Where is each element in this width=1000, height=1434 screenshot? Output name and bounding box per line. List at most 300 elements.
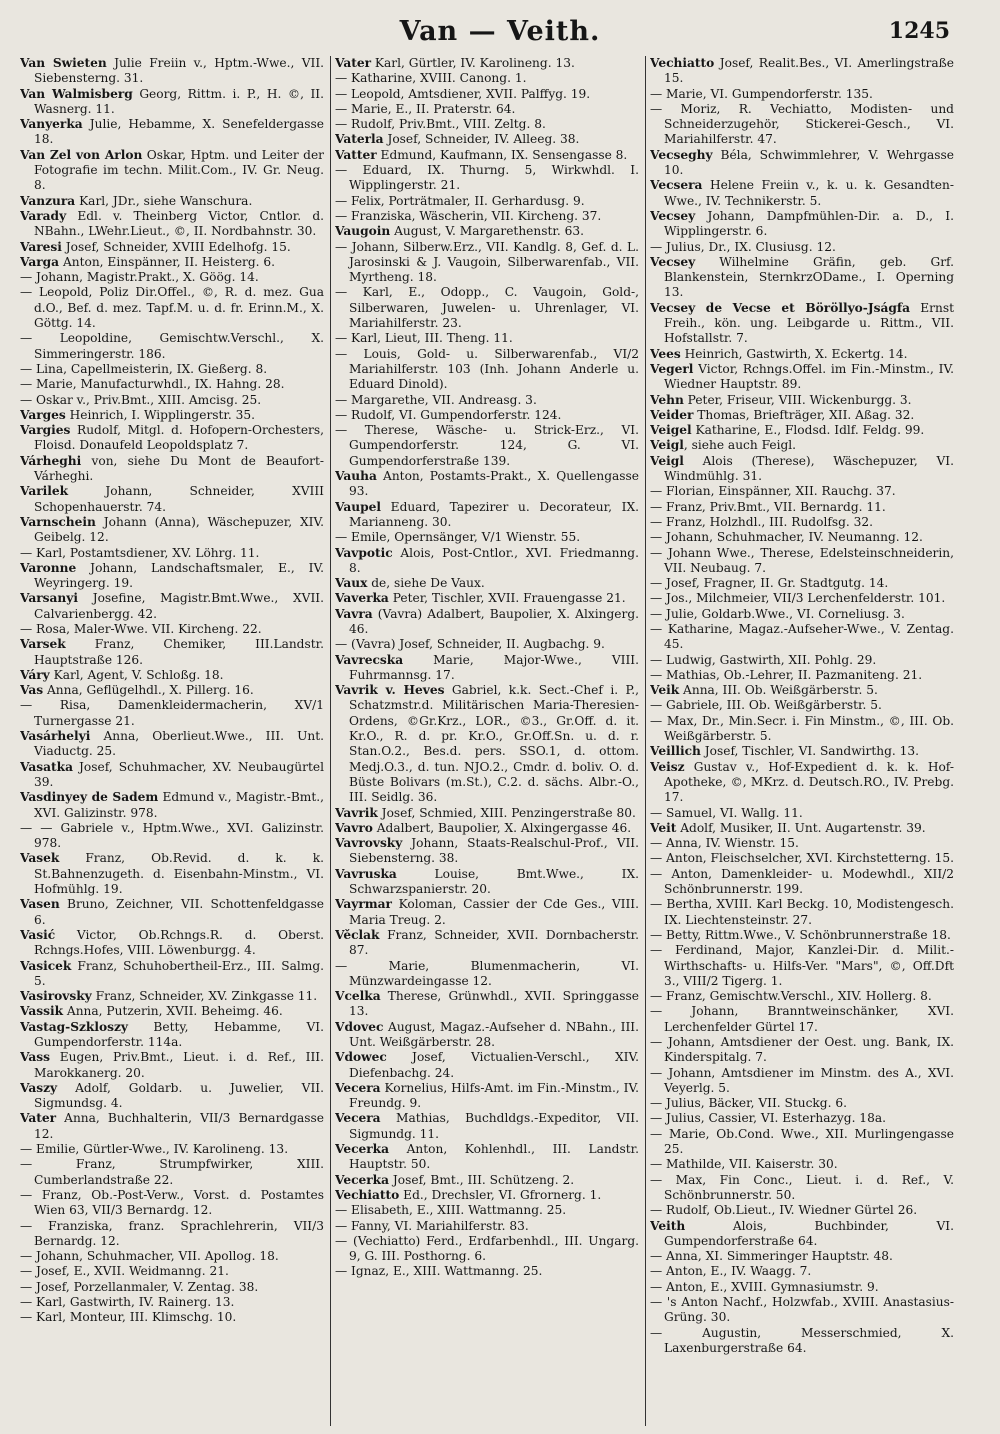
directory-entry (650, 423, 954, 438)
entry-details: Josef, Bmt., III. Schützeng. 2. (389, 1172, 575, 1187)
entry-surname: Veigel (650, 423, 692, 438)
directory-entry (650, 1249, 954, 1264)
entry-details: — Florian, Einspänner, XII. Rauchg. 37. (650, 484, 896, 499)
entry-details: — 's Anton Nachf., Holzwfab., XVIII. Anastasius-Grüng. 30. (650, 1295, 954, 1325)
directory-entry (20, 1142, 324, 1157)
directory-entry (335, 591, 639, 606)
entry-details: — Ignaz, E., XIII. Wattmanng. 25. (335, 1264, 543, 1279)
entry-details: Adolf, Musiker, II. Unt. Augartenstr. 39. (676, 820, 926, 835)
directory-entry (650, 1111, 954, 1126)
directory-entry (20, 546, 324, 561)
entry-surname: Vass (20, 1050, 50, 1065)
directory-entry (650, 438, 954, 453)
entry-surname: Veider (650, 407, 694, 422)
directory-entry (20, 821, 324, 852)
entry-details: Therese, Grünwhdl., XVII. Springgasse 13. (349, 989, 639, 1019)
entry-details: Josef, Schneider, XVIII Edelhofg. 15. (61, 239, 291, 254)
entry-details: — Julius, Bäcker, VII. Stuckg. 6. (650, 1096, 847, 1111)
entry-details: Koloman, Cassier der Cde Ges., VIII. Maria Treug. 2. (349, 897, 639, 927)
entry-details: — (Vavra) Josef, Schneider, II. Augbachg. 9. (335, 637, 605, 652)
directory-entry (650, 806, 954, 821)
directory-entry (650, 591, 954, 606)
entry-details: — Anna, IV. Wienstr. 15. (650, 836, 799, 851)
entry-details: Anna, Geflügelhdl., X. Pillerg. 16. (43, 683, 254, 698)
entry-surname: Vater (335, 56, 372, 70)
directory-entry (20, 393, 324, 408)
entry-details: Oskar, Hptm. und Leiter der Fotografie im techn. Milit.Com., IV. Gr. Neug. 8. (34, 147, 324, 193)
directory-entry (335, 637, 639, 652)
entry-surname: Van Zel von Arlon (20, 147, 143, 162)
directory-entry (20, 1050, 324, 1081)
entry-details: Josef, Victualien-Verschl., XIV. Diefenbachg. 24. (349, 1050, 639, 1080)
entry-surname: Van Swieten (20, 56, 107, 70)
entry-details: — Emile, Opernsänger, V/1 Wienstr. 55. (335, 530, 581, 545)
page-title: Van — Veith. (399, 16, 601, 47)
directory-entry (335, 1020, 639, 1051)
entry-details: Anton, Kohlenhdl., III. Landstr. Hauptstr. 50. (349, 1142, 639, 1172)
entry-details: — Margarethe, VII. Andreasg. 3. (335, 392, 537, 407)
entry-details: — Betty, Rittm.Wwe., V. Schönbrunnerstraße 18. (650, 927, 951, 942)
entry-details: — Lina, Capellmeisterin, IX. Gießerg. 8. (20, 361, 268, 376)
directory-entry (650, 668, 954, 683)
directory-entry (335, 607, 639, 638)
directory-entry (650, 362, 954, 393)
directory-entry (335, 1111, 639, 1142)
entry-details: — Franz, Holzhdl., III. Rudolfsg. 32. (650, 514, 874, 529)
directory-entry (335, 897, 639, 928)
entry-details: August, V. Margarethenstr. 63. (390, 224, 584, 239)
directory-entry (335, 224, 639, 239)
entry-details: — Mathilde, VII. Kaiserstr. 30. (650, 1157, 838, 1172)
entry-details: Franz, Chemiker, III.Landstr. Hauptstraße 126. (34, 637, 324, 667)
entry-details: Thomas, Briefträger, XII. Aßag. 32. (693, 407, 915, 422)
entry-surname: Várheghi (20, 453, 82, 468)
directory-entry (335, 821, 639, 836)
directory-entry (650, 683, 954, 698)
entry-details: — Oskar v., Priv.Bmt., XIII. Amcisg. 25. (20, 392, 262, 407)
directory-entry (20, 928, 324, 959)
entry-surname: Vecsera (650, 178, 703, 193)
entry-details: Josef, Schmied, XIII. Penzingerstraße 80. (377, 805, 636, 820)
directory-entry (335, 163, 639, 194)
directory-entry (335, 408, 639, 423)
directory-entry (335, 71, 639, 86)
directory-entry (650, 1127, 954, 1158)
directory-entry (20, 897, 324, 928)
entry-details: — Franz, Priv.Bmt., VII. Bernardg. 11. (650, 499, 886, 514)
page-header (0, 8, 1000, 48)
directory-entry (335, 285, 639, 331)
page-number: 1245 (888, 18, 950, 44)
entry-details: — Johann, Silberw.Erz., VII. Kandlg. 8, Gef. d. L. Jarosinski & J. Vaugoin, Silberwarenfab., VII. Myrtheng. 18. (335, 239, 639, 285)
entry-details: — Katharine, XVIII. Canong. 1. (335, 71, 527, 86)
entry-surname: Věclak (335, 927, 380, 942)
entry-details: Eduard, Tapezirer u. Decorateur, IX. Marianneng. 30. (349, 499, 639, 529)
entry-details: Heinrich, I. Wipplingerstr. 35. (65, 407, 256, 422)
entry-details: — Johann, Schuhmacher, VII. Apollog. 18. (20, 1249, 279, 1264)
directory-entry (335, 393, 639, 408)
entry-details: Johann, Staats-Realschul-Prof., VII. Siebensterng. 38. (349, 836, 639, 866)
entry-details: — Josef, Porzellanmaler, V. Zentag. 38. (20, 1279, 259, 1294)
entry-details: de, siehe De Vaux. (367, 576, 485, 591)
entry-surname: Vehn (650, 392, 684, 407)
directory-entry (20, 362, 324, 377)
entry-details: Ed., Drechsler, VI. Gfrornerg. 1. (399, 1187, 602, 1202)
entry-details: — — Gabriele v., Hptm.Wwe., XVI. Galizinstr. 978. (20, 820, 324, 851)
entry-details: Alois, Post-Cntlor., XVI. Friedmanng. 8. (349, 545, 639, 575)
columns-container (20, 56, 954, 1426)
directory-entry (20, 1249, 324, 1264)
entry-details: — Johann, Amtsdiener der Oest. ung. Bank, IX. Kinderspitalg. 7. (650, 1035, 954, 1065)
directory-entry (20, 637, 324, 668)
entry-details: Karl, JDr., siehe Wanschura. (75, 193, 253, 208)
entry-details: — Karl, Gastwirth, IV. Rainerg. 13. (20, 1295, 235, 1310)
entry-details: — Franz, Gemischtw.Verschl., XIV. Hollerg. 8. (650, 989, 932, 1004)
entry-details: Josef, Schuhmacher, XV. Neubaugürtel 39. (34, 759, 324, 789)
entry-details: Helene Freiin v., k. u. k. Gesandten-Wwe., IV. Technikerstr. 5. (664, 178, 954, 208)
entry-surname: Vavrecska (335, 652, 404, 667)
entry-details: — Johann, Branntweinschänker, XVI. Lerchenfelder Gürtel 17. (650, 1004, 954, 1034)
entry-details: — Karl, Postamtsdiener, XV. Löhrg. 11. (20, 545, 260, 560)
entry-surname: Vaux (335, 576, 368, 591)
entry-surname: Varges (20, 407, 66, 422)
directory-entry (650, 530, 954, 545)
entry-details: — Johann, Amtsdiener im Minstm. des A., XVI. Veyerlg. 5. (650, 1065, 954, 1095)
directory-entry (650, 1173, 954, 1204)
entry-surname: Vecsey (650, 254, 696, 269)
entry-surname: Veit (650, 820, 677, 835)
entry-details: — Elisabeth, E., XIII. Wattmanng. 25. (335, 1203, 567, 1218)
directory-entry (650, 178, 954, 209)
entry-surname: Vastag-Szkloszy (20, 1019, 128, 1034)
entry-details: — Rudolf, VI. Gumpendorferstr. 124. (335, 407, 562, 422)
directory-entry (335, 806, 639, 821)
entry-details: — Rudolf, Priv.Bmt., VIII. Zeltg. 8. (335, 117, 546, 132)
directory-entry (335, 1142, 639, 1173)
directory-entry (650, 1326, 954, 1357)
entry-surname: Vecsey (650, 208, 696, 223)
directory-entry (335, 836, 639, 867)
directory-entry (20, 209, 324, 240)
entry-surname: Vaterla (335, 132, 384, 147)
directory-entry (20, 515, 324, 546)
directory-entry (650, 255, 954, 301)
entry-details: — Max, Fin Conc., Lieut. i. d. Ref., V. Schönbrunnerstr. 50. (650, 1172, 954, 1202)
directory-entry (20, 194, 324, 209)
entry-surname: Vechiatto (650, 56, 715, 70)
directory-entry (650, 989, 954, 1004)
entry-surname: Vavruska (335, 866, 397, 881)
directory-entry (20, 148, 324, 194)
directory-entry (650, 240, 954, 255)
directory-entry (650, 1219, 954, 1250)
entry-details: Anton, Postamts-Prakt., X. Quellengasse 93. (349, 469, 639, 499)
entry-surname: Varsek (20, 637, 66, 652)
entry-details: Betty, Hebamme, VI. Gumpendorferstr. 114a. (34, 1019, 324, 1049)
entry-surname: Vas (20, 683, 44, 698)
entry-details: — Julius, Dr., IX. Clusiusg. 12. (650, 239, 836, 254)
entry-details: Béla, Schwimmlehrer, V. Wehrgasse 10. (664, 147, 954, 178)
entry-details: — Risa, Damenkleidermacherin, XV/1 Turnergasse 21. (20, 698, 324, 728)
directory-entry (650, 851, 954, 866)
entry-details: Eugen, Priv.Bmt., Lieut. i. d. Ref., III. Marokkanerg. 20. (34, 1050, 324, 1080)
entry-details: Anton, Einspänner, II. Heisterg. 6. (59, 254, 276, 269)
directory-entry (650, 546, 954, 577)
entry-surname: Vavra (335, 606, 373, 621)
directory-entry (20, 1188, 324, 1219)
entry-surname: Varonne (20, 560, 77, 575)
entry-details: — Anton, E., IV. Waagg. 7. (650, 1264, 812, 1279)
directory-entry (20, 851, 324, 897)
entry-surname: Vanyerka (20, 117, 83, 132)
entry-details: — Leopold, Poliz Dir.Offel., ©, R. d. mez. Gua d.O., Bef. d. mez. Tapf.M. u. d. fr. Erinn.M., X. Göttg. 14. (20, 285, 324, 331)
entry-surname: Vasirovsky (20, 989, 92, 1004)
entry-surname: Vecera (335, 1080, 381, 1095)
entry-details: — Anton, Fleischselcher, XVI. Kirchstetterng. 15. (650, 851, 954, 866)
directory-entry (335, 117, 639, 132)
entry-details: Karl, Gürtler, IV. Karolineng. 13. (371, 56, 575, 70)
directory-entry (650, 698, 954, 713)
entry-surname: Vegerl (650, 361, 694, 376)
entry-surname: Varilek (20, 484, 69, 499)
directory-entry (650, 836, 954, 851)
entry-details: — Johann, Schuhmacher, IV. Neumanng. 12. (650, 530, 923, 545)
directory-entry (20, 1264, 324, 1279)
entry-details: Franz, Schneider, XV. Zinkgasse 11. (91, 989, 318, 1004)
entry-details: Johann (Anna), Wäschepuzer, XIV. Geibelg. 12. (34, 514, 324, 545)
directory-entry (20, 622, 324, 637)
directory-entry (650, 1004, 954, 1035)
entry-surname: Vdowec (335, 1050, 387, 1065)
directory-entry (20, 1295, 324, 1310)
entry-details: — Therese, Wäsche- u. Strick-Erz., VI. Gumpendorferstr. 124, G. VI. Gumpendorferstraße 139. (335, 423, 639, 468)
entry-details: — Felix, Porträtmaler, II. Gerhardusg. 9. (335, 193, 585, 208)
directory-entry (20, 1280, 324, 1295)
entry-surname: Vasárhelyi (20, 729, 91, 744)
entry-surname: Veillich (650, 744, 701, 759)
entry-details: — Leopold, Amtsdiener, XVII. Palffyg. 19. (335, 86, 591, 101)
directory-entry (335, 209, 639, 224)
directory-entry (650, 87, 954, 102)
directory-entry (335, 240, 639, 286)
directory-entry (335, 1203, 639, 1218)
column-3 (650, 56, 954, 1426)
entry-details: Adolf, Goldarb. u. Juwelier, VII. Sigmundsg. 4. (34, 1080, 324, 1111)
entry-surname: Vasić (20, 927, 56, 942)
entry-details: Adalbert, Baupolier, X. Alxingergasse 46. (372, 820, 632, 835)
directory-entry (20, 698, 324, 729)
entry-details: Gustav v., Hof-Expedient d. k. k. Hof-Apotheke, ©, MKrz. d. Deutsch.RO., IV. Prebg. 17. (664, 759, 954, 805)
entry-surname: Veigl (650, 438, 684, 453)
entry-details: — Johann, Magistr.Prakt., X. Göög. 14. (20, 270, 259, 285)
entry-details: Josef, Schneider, IV. Alleeg. 38. (383, 132, 580, 147)
entry-surname: Vasek (20, 851, 60, 866)
entry-details: — Gabriele, III. Ob. Weißgärberstr. 5. (650, 698, 882, 713)
entry-details: Wilhelmine Gräfin, geb. Grf. Blankenstein, SternkrzODame., I. Operning 13. (664, 254, 954, 300)
directory-entry (335, 148, 639, 163)
entry-details: — Rudolf, Ob.Lieut., IV. Wiedner Gürtel 26. (650, 1203, 918, 1218)
entry-details: Josef, Realit.Bes., VI. Amerlingstraße 15. (664, 56, 954, 86)
entry-surname: Vecera (335, 1111, 381, 1126)
directory-entry (335, 56, 639, 71)
column-1 (20, 56, 324, 1426)
entry-details: Gabriel, k.k. Sect.-Chef i. P., Schatzmstr.d. Militärischen Maria-Theresien-Ordens, ©Gr.Krz., LOR., ©3., Gr.Off. d. it. Kr.O., R. d. pr. Kr.O., Gr.Off.Sn. u. d. r. Stan.O.2., Bes.d. pers. SSO.1, d. ottom. Medj.O.3., d. tun. NJO.2., Cmdr. d. boliv. O. d. Büste Bolivars (m.St.), C.2. d. sächs. Albr.-O., III. Seidlg. 36. (349, 683, 639, 805)
directory-entry (335, 1188, 639, 1203)
directory-entry (20, 729, 324, 760)
entry-details: — Ferdinand, Major, Kanzlei-Dir. d. Milit.-Wirthschafts- u. Hilfs-Ver. "Mars", ©, Off.Dft 3., VIII/2 Tigerg. 1. (650, 943, 954, 988)
directory-entry (20, 1219, 324, 1250)
directory-entry (335, 132, 639, 147)
directory-entry (650, 484, 954, 499)
directory-entry (20, 87, 324, 118)
entry-details: Heinrich, Gastwirth, X. Eckertg. 14. (680, 346, 908, 361)
directory-entry (20, 1004, 324, 1019)
entry-details: Josefine, Magistr.Bmt.Wwe., XVII. Calvarienbergg. 42. (34, 591, 324, 621)
entry-details: — Anna, XI. Simmeringer Hauptstr. 48. (650, 1249, 893, 1264)
directory-entry (650, 576, 954, 591)
directory-entry (650, 148, 954, 179)
directory-entry (20, 959, 324, 990)
entry-details: Ernst Freih., kön. ung. Leibgarde u. Rittm., VII. Hofstallstr. 7. (664, 300, 954, 346)
entry-surname: Vargies (20, 423, 71, 438)
entry-details: — Louis, Gold- u. Silberwarenfab., VI/2 Mariahilferstr. 103 (Inh. Johann Anderle u. Eduard Dinold). (335, 346, 639, 392)
entry-details: — Marie, VI. Gumpendorferstr. 135. (650, 86, 873, 101)
directory-entry (650, 347, 954, 362)
directory-entry (20, 117, 324, 148)
directory-entry (335, 530, 639, 545)
entry-details: — Fanny, VI. Mariahilferstr. 83. (335, 1218, 529, 1233)
directory-entry (650, 209, 954, 240)
entry-details: — Josef, Fragner, II. Gr. Stadtgutg. 14. (650, 576, 889, 591)
entry-surname: Varesi (20, 239, 62, 254)
directory-entry (650, 408, 954, 423)
entry-details: Mathias, Buchdldgs.-Expeditor, VII. Sigmundg. 11. (349, 1111, 639, 1141)
entry-details: — Marie, E., II. Praterstr. 64. (335, 101, 516, 116)
directory-entry (335, 653, 639, 684)
entry-details: Alois (Therese), Wäschepuzer, VI. Windmühlg. 31. (664, 453, 954, 484)
directory-entry (20, 377, 324, 392)
entry-details: — Franziska, franz. Sprachlehrerin, VII/3 Bernardg. 12. (20, 1218, 324, 1248)
entry-details: — Marie, Manufacturwhdl., IX. Hahng. 28. (20, 377, 285, 392)
directory-entry (20, 989, 324, 1004)
directory-entry (335, 331, 639, 346)
directory-entry (20, 1310, 324, 1325)
directory-entry (20, 668, 324, 683)
entry-details: — Samuel, VI. Wallg. 11. (650, 805, 803, 820)
entry-details: — Franziska, Wäscherin, VII. Kircheng. 37. (335, 208, 602, 223)
entry-details: Bruno, Zeichner, VII. Schottenfeldgasse 6. (34, 897, 324, 927)
entry-surname: Varga (20, 254, 60, 269)
entry-surname: Vecseghy (650, 147, 713, 162)
entry-details: — Karl, Monteur, III. Klimschg. 10. (20, 1310, 237, 1325)
directory-entry (335, 423, 639, 469)
entry-surname: Vecsey de Vecse et Böröllyo-Jságfa (650, 300, 911, 315)
entry-surname: Varnschein (20, 514, 96, 529)
directory-entry (650, 1096, 954, 1111)
entry-surname: Vavrovsky (335, 836, 403, 851)
entry-surname: Váry (20, 667, 50, 682)
entry-details: — Josef, E., XVII. Weidmanng. 21. (20, 1264, 229, 1279)
entry-surname: Vaverka (335, 591, 389, 606)
entry-details: Edmund, Kaufmann, IX. Sensengasse 8. (376, 147, 628, 162)
directory-entry (335, 867, 639, 898)
directory-entry (650, 943, 954, 989)
entry-surname: Vechiatto (335, 1187, 400, 1202)
directory-entry (335, 576, 639, 591)
directory-entry (335, 928, 639, 959)
directory-entry (650, 56, 954, 87)
directory-entry (650, 1203, 954, 1218)
entry-details: — Franz, Strumpfwirker, XIII. Cumberlandstraße 22. (20, 1157, 324, 1187)
entry-details: — Julius, Cassier, VI. Esterhazyg. 18a. (650, 1111, 886, 1126)
entry-surname: Vecerka (335, 1172, 390, 1187)
entry-surname: Vater (20, 1111, 57, 1126)
entry-surname: Van Walmisberg (20, 86, 133, 101)
directory-entry (335, 683, 639, 805)
entry-details: Anna, III. Ob. Weißgärberstr. 5. (679, 683, 878, 698)
entry-surname: Vasen (20, 897, 60, 912)
entry-details: Franz, Schuhobertheil-Erz., III. Salmg. 5. (34, 958, 324, 988)
directory-entry (650, 897, 954, 928)
entry-details: Anna, Oberlieut.Wwe., III. Unt. Viaductg. 25. (34, 729, 324, 759)
entry-surname: Vees (650, 346, 681, 361)
entry-details: — (Vechiatto) Ferd., Erdfarbenhdl., III. Ungarg. 9, G. III. Posthorng. 6. (335, 1233, 639, 1264)
directory-entry (650, 1035, 954, 1066)
directory-entry (335, 500, 639, 531)
entry-details: — Julie, Goldarb.Wwe., VI. Corneliusg. 3. (650, 606, 905, 621)
entry-details: Julie Freiin v., Hptm.-Wwe., VII. Siebensterng. 31. (34, 56, 324, 86)
entry-details: Karl, Agent, V. Schloßg. 18. (49, 667, 224, 682)
entry-surname: Veik (650, 683, 680, 698)
directory-entry (20, 270, 324, 285)
entry-surname: Vavrik v. Heves (335, 683, 445, 698)
entry-details: Edmund v., Magistr.-Bmt., XVI. Galizinstr. 978. (34, 790, 324, 820)
directory-entry (20, 683, 324, 698)
entry-details: — Anton, E., XVIII. Gymnasiumstr. 9. (650, 1279, 879, 1294)
entry-surname: Varsanyi (20, 591, 78, 606)
entry-details: August, Magaz.-Aufseher d. NBahn., III. Unt. Weißgärberstr. 28. (349, 1019, 639, 1049)
entry-details: Anna, Buchhalterin, VII/3 Bernardgasse 12. (34, 1111, 324, 1141)
directory-entry (20, 255, 324, 270)
entry-surname: Vasicek (20, 958, 72, 973)
entry-surname: Veith (650, 1218, 686, 1233)
directory-entry (20, 408, 324, 423)
directory-entry (650, 500, 954, 515)
entry-surname: Vauha (335, 469, 377, 484)
directory-entry (335, 469, 639, 500)
directory-entry (650, 653, 954, 668)
entry-details: von, siehe Du Mont de Beaufort-Várheghi. (34, 453, 324, 484)
directory-entry (20, 423, 324, 454)
directory-entry (650, 760, 954, 806)
directory-entry (20, 240, 324, 255)
entry-details: Alois, Buchbinder, VI. Gumpendorferstraße 64. (664, 1218, 954, 1248)
entry-details: — Mathias, Ob.-Lehrer, II. Pazmaniteng. 21. (650, 667, 923, 682)
entry-details: — Marie, Ob.Cond. Wwe., XII. Murlingengasse 25. (650, 1126, 954, 1157)
directory-entry (650, 1295, 954, 1326)
entry-details: Johann, Dampfmühlen-Dir. a. D., I. Wipplingerstr. 6. (664, 208, 954, 239)
entry-details: — Karl, Lieut, III. Theng. 11. (335, 331, 513, 346)
directory-entry (335, 102, 639, 117)
directory-entry (335, 1050, 639, 1081)
entry-details: Josef, Tischler, VI. Sandwirthg. 13. (700, 744, 920, 759)
directory-entry (20, 591, 324, 622)
entry-surname: Vavpotic (335, 545, 393, 560)
entry-details: — Franz, Ob.-Post-Verw., Vorst. d. Postamtes Wien 63, VII/3 Bernardg. 12. (20, 1187, 324, 1218)
directory-entry (335, 347, 639, 393)
entry-details: Georg, Rittm. i. P., H. ©, II. Wasnerg. 11. (34, 86, 324, 116)
entry-surname: Vecerka (335, 1142, 390, 1157)
